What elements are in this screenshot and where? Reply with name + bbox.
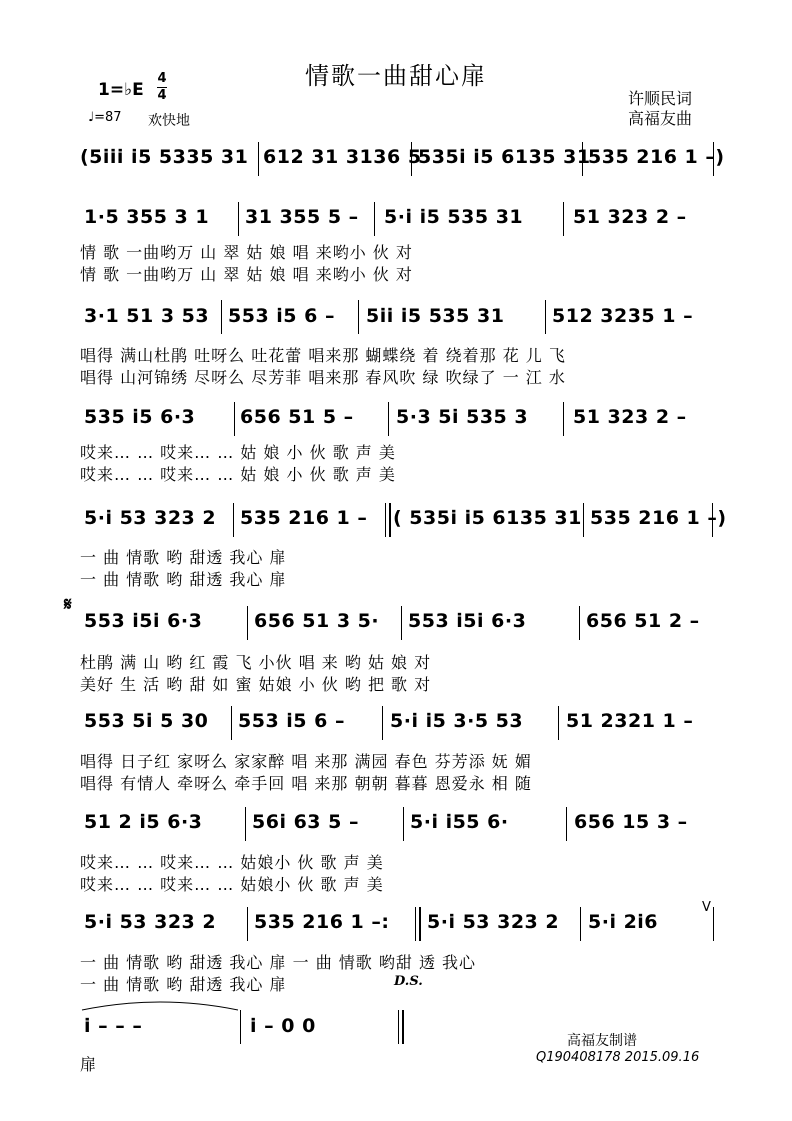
tempo-marking: ♩=87 bbox=[88, 110, 122, 125]
measure-notes: 3·1 51 3 53 bbox=[84, 305, 210, 327]
lyric-line: 美好 生 活 哟 甜 如 蜜 姑娘 小 伙 哟 把 歌 对 bbox=[80, 675, 432, 694]
lyric-line: 情 歌 一曲哟万 山 翠 姑 娘 唱 来哟小 伙 对 bbox=[80, 243, 413, 262]
lyric-line: 情 歌 一曲哟万 山 翠 姑 娘 唱 来哟小 伙 对 bbox=[80, 265, 413, 284]
barline bbox=[558, 706, 559, 740]
measure-notes: 535 i̇5 6·3 bbox=[84, 406, 196, 428]
measure-notes: 656 51 2 – bbox=[586, 610, 700, 632]
lyric-line: 哎来… … 哎来… … 姑 娘 小 伙 歌 声 美 bbox=[80, 465, 396, 484]
barline bbox=[403, 807, 404, 841]
measure-notes: 5·i̇ 2i̇6 bbox=[588, 911, 659, 933]
repeat-barline bbox=[415, 907, 421, 941]
meter-top: 4 bbox=[157, 71, 167, 86]
measure-notes: (5i̇i̇i̇ i̇5 5335 31 bbox=[80, 146, 249, 168]
measure-notes: 535i̇ i̇5 6135 31 bbox=[418, 146, 591, 168]
barline bbox=[563, 202, 564, 236]
dal-segno-marking: D.S. bbox=[394, 974, 423, 989]
barline bbox=[258, 142, 259, 176]
measure-notes: 656 51 5 – bbox=[240, 406, 354, 428]
measure-notes: 51 323 2 – bbox=[573, 406, 687, 428]
barline bbox=[238, 202, 239, 236]
time-signature bbox=[157, 72, 167, 103]
measure-notes: 51 323 2 – bbox=[573, 206, 687, 228]
measure-notes: 553 i̇5 6 – bbox=[238, 710, 345, 732]
measure-notes: 5·i̇ 53 323 2 bbox=[84, 911, 217, 933]
lyric-line: 唱得 日子红 家呀么 家家醉 唱 来那 满园 春色 芬芳添 妩 媚 bbox=[80, 752, 532, 771]
measure-notes: 56i̇ 63 5 – bbox=[252, 811, 359, 833]
measure-notes: 535 216 1 – bbox=[240, 507, 368, 529]
composer-credit: 高福友曲 bbox=[628, 109, 693, 128]
barline bbox=[231, 706, 232, 740]
barline bbox=[247, 907, 248, 941]
contact-date-line: Q190408178 2015.09.16 bbox=[536, 1050, 700, 1065]
measure-notes: 51 2321 1 – bbox=[566, 710, 694, 732]
measure-notes: 1·5 355 3 1 bbox=[84, 206, 210, 228]
measure-notes: 5·i̇ i̇5 535 31 bbox=[384, 206, 524, 228]
barline bbox=[247, 606, 248, 640]
barline bbox=[713, 907, 714, 941]
meter-bottom: 4 bbox=[157, 88, 167, 103]
barline bbox=[401, 606, 402, 640]
lyric-line: 哎来… … 哎来… … 姑娘小 伙 歌 声 美 bbox=[80, 853, 384, 872]
measure-notes: 656 15 3 – bbox=[574, 811, 688, 833]
measure-notes: 5·i̇ 53 323 2 bbox=[427, 911, 560, 933]
measure-notes: 51 2 i̇5 6·3 bbox=[84, 811, 203, 833]
breath-mark: V bbox=[702, 900, 711, 915]
lyric-line: 一 曲 情歌 哟 甜透 我心 扉 bbox=[80, 975, 287, 994]
barline bbox=[713, 142, 714, 176]
barline bbox=[580, 907, 581, 941]
lyric-line: 唱得 有情人 牵呀么 牵手回 唱 来那 朝朝 暮暮 恩爱永 相 随 bbox=[80, 774, 532, 793]
barline bbox=[245, 807, 246, 841]
measure-notes: i̇ – 0 0 bbox=[250, 1015, 316, 1037]
measure-notes: 5i̇i̇ i̇5 535 31 bbox=[366, 305, 505, 327]
measure-notes: 535 216 1 –) bbox=[590, 507, 727, 529]
expression-marking: 欢快地 bbox=[148, 113, 190, 129]
lyric-line: 哎来… … 哎来… … 姑娘小 伙 歌 声 美 bbox=[80, 875, 384, 894]
measure-notes: 656 51 3 5· bbox=[254, 610, 380, 632]
measure-notes: 535 216 1 –: bbox=[254, 911, 390, 933]
measure-notes: 5·i̇ i̇55 6· bbox=[410, 811, 509, 833]
measure-notes: 553 5i̇ 5 30 bbox=[84, 710, 209, 732]
barline bbox=[358, 300, 359, 334]
barline bbox=[582, 142, 583, 176]
barline bbox=[411, 142, 412, 176]
measure-notes: 5·i̇ 53 323 2 bbox=[84, 507, 217, 529]
barline bbox=[374, 202, 375, 236]
lyric-line: 一 曲 情歌 哟 甜透 我心 扉 bbox=[80, 570, 287, 589]
lyricist-credit: 许顺民词 bbox=[628, 89, 693, 108]
measure-notes: 5·i̇ i̇5 3·5 53 bbox=[390, 710, 524, 732]
lyric-line: 唱得 满山杜鹃 吐呀么 吐花蕾 唱来那 蝴蝶绕 着 绕着那 花 儿 飞 bbox=[80, 346, 566, 365]
barline bbox=[583, 503, 584, 537]
barline bbox=[579, 606, 580, 640]
measure-notes: 553 i̇5i̇ 6·3 bbox=[408, 610, 527, 632]
double-barline bbox=[385, 503, 391, 537]
barline bbox=[388, 402, 389, 436]
barline bbox=[712, 503, 713, 537]
measure-notes: 535 216 1 –) bbox=[588, 146, 725, 168]
barline bbox=[240, 1010, 241, 1044]
measure-notes: ( 535i̇ i̇5 6135 31 bbox=[393, 507, 582, 529]
barline bbox=[563, 402, 564, 436]
song-title: 情歌一曲甜心扉 bbox=[305, 62, 487, 90]
lyric-line: 扉 bbox=[80, 1055, 98, 1074]
segno-sign: 𝄋 bbox=[64, 594, 72, 615]
tie-arc bbox=[80, 998, 240, 1012]
barline bbox=[382, 706, 383, 740]
barline bbox=[545, 300, 546, 334]
measure-notes: 5·3 5i̇ 535 3 bbox=[396, 406, 529, 428]
lyric-line: 一 曲 情歌 哟 甜透 我心 扉 一 曲 情歌 哟甜 透 我心 bbox=[80, 953, 477, 972]
measure-notes: 512 3235 1 – bbox=[552, 305, 694, 327]
measure-notes: i̇ – – – bbox=[84, 1015, 143, 1037]
barline bbox=[234, 402, 235, 436]
lyric-line: 唱得 山河锦绣 尽呀么 尽芳菲 唱来那 春风吹 绿 吹绿了 一 江 水 bbox=[80, 368, 566, 387]
barline bbox=[233, 503, 234, 537]
final-barline bbox=[398, 1010, 404, 1044]
lyric-line: 杜鹃 满 山 哟 红 霞 飞 小伙 唱 来 哟 姑 娘 对 bbox=[80, 653, 432, 672]
lyric-line: 哎来… … 哎来… … 姑 娘 小 伙 歌 声 美 bbox=[80, 443, 396, 462]
measure-notes: 553 i̇5 6 – bbox=[228, 305, 335, 327]
key-signature: 1=♭E bbox=[98, 80, 144, 100]
measure-notes: 553 i̇5i̇ 6·3 bbox=[84, 610, 203, 632]
measure-notes: 612 31 3136 5 bbox=[263, 146, 422, 168]
measure-notes: 31 355 5 – bbox=[245, 206, 359, 228]
lyric-line: 一 曲 情歌 哟 甜透 我心 扉 bbox=[80, 548, 287, 567]
transcriber-credit: 高福友制谱 bbox=[567, 1033, 637, 1049]
barline bbox=[221, 300, 222, 334]
barline bbox=[566, 807, 567, 841]
